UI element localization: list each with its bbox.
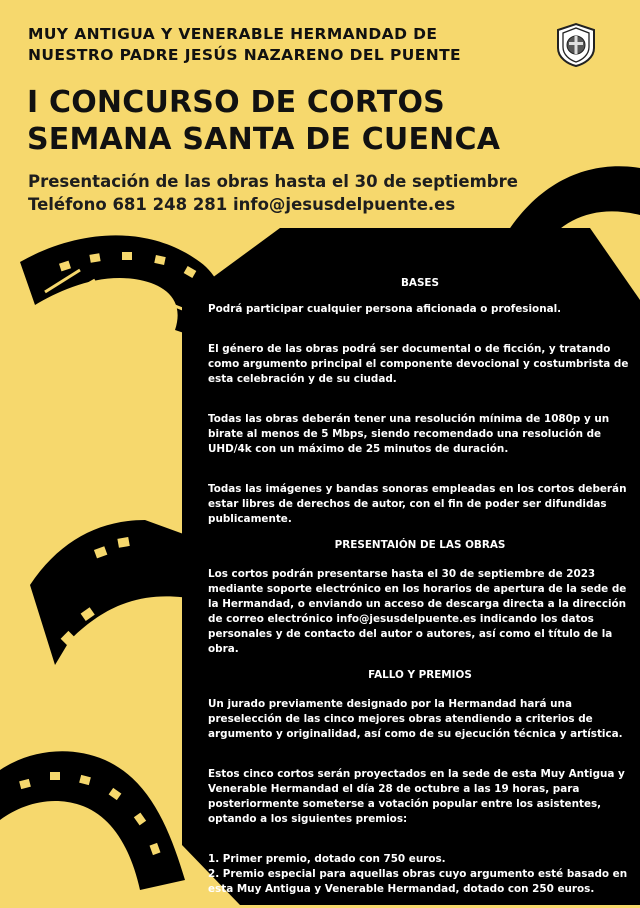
film-strip-left-middle-icon (30, 520, 200, 665)
rules-content (208, 276, 632, 908)
verdict-paragraph-2: Estos cinco cortos serán proyectados en la sede de esta Muy Antigua y Venerable Hermandad el día 28 de octubre a las 19 horas, para posteriormente someterse a votación popular entre los asistentes, optando a los siguientes premios: (208, 768, 625, 825)
film-strip-bottom-left-icon (0, 751, 185, 890)
bases-paragraph-2: El género de las obras podrá ser documental o de ficción, y tratando como argumento principal el componente devocional y costumbrista de esta celebración y de su ciudad. (208, 343, 629, 385)
contest-title (27, 84, 627, 158)
brotherhood-emblem-icon (554, 22, 598, 68)
prize-1: 1. Primer premio, dotado con 750 euros. (208, 853, 446, 865)
organization-name-line2: NUESTRO PADRE JESÚS NAZARENO DEL PUENTE (28, 46, 462, 64)
organization-name-line1: MUY ANTIGUA Y VENERABLE HERMANDAD DE (28, 25, 438, 43)
organization-name (28, 24, 548, 66)
verdict-paragraph-1: Un jurado previamente designado por la Hermandad hará una preselección de las cinco mejores obras atendiendo a criterios de argumento y originalidad, así como de su ejecución técnica y artística. (208, 698, 623, 740)
deadline-text: Presentación de las obras hasta el 30 de septiembre (28, 172, 518, 191)
presentation-paragraph: Los cortos podrán presentarse hasta el 30 de septiembre de 2023 mediante soporte electrónico en los horarios de apertura de la sede de la Hermandad, o enviando un acceso de descarga directa a la dirección de correo electrónico info@jesusdelpuente.es indicando los datos personales y de contacto del autor o autores, así como el título de la obra. (208, 568, 627, 655)
bases-heading: BASES (400, 277, 440, 289)
verdict-prizes-heading: FALLO Y PREMIOS (368, 669, 472, 681)
contest-title-line2: SEMANA SANTA DE CUENCA (27, 122, 501, 157)
contest-title-line1: I CONCURSO DE CORTOS (27, 85, 445, 120)
contact-info (28, 170, 618, 216)
presentation-heading: PRESENTAIÓN DE LAS OBRAS (334, 539, 506, 551)
bases-paragraph-3: Todas las obras deberán tener una resolución mínima de 1080p y un birate al menos de 5 Mbps, siendo recomendado una resolución de UHD/4k con un máximo de 25 minutos de duración. (208, 413, 610, 455)
phone-email-text: Teléfono 681 248 281 info@jesusdelpuente.es (28, 195, 456, 214)
bases-paragraph-4: Todas las imágenes y bandas sonoras empleadas en los cortos deberán estar libres de derechos de autor, con el fin de poder ser difundidas publicamente. (208, 483, 627, 525)
prize-2: 2. Premio especial para aquellas obras cuyo argumento esté basado en esta Muy Antigua y Venerable Hermandad, dotado con 250 euros. (208, 868, 628, 895)
bases-paragraph-1: Podrá participar cualquier persona aficionada o profesional. (208, 303, 562, 315)
